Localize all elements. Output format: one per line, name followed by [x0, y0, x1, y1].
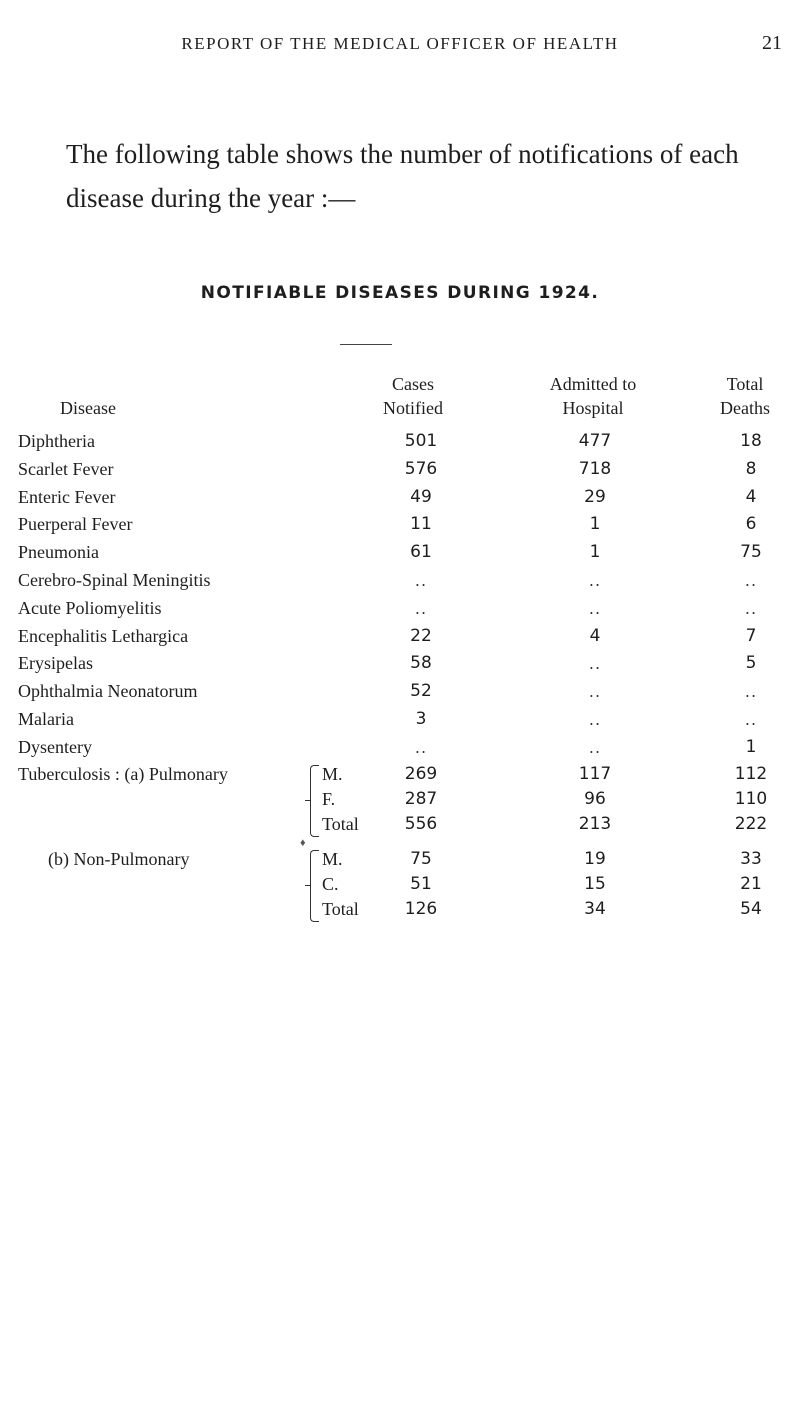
disease-name: Scarlet Fever: [18, 458, 114, 479]
total-deaths: 8: [745, 458, 757, 479]
cases-notified: 126: [404, 899, 438, 919]
total-deaths: 222: [734, 814, 768, 834]
total-deaths: 75: [740, 542, 762, 563]
table-row-dysentery: [0, 734, 800, 762]
cases-notified: 11: [410, 514, 432, 535]
print-mark: ♦: [300, 837, 306, 849]
cases-notified: 51: [410, 874, 432, 894]
admitted-to-hospital: ..: [588, 654, 602, 674]
sex-label: Total: [322, 814, 359, 834]
column-header-disease: Disease: [60, 398, 116, 418]
admitted-to-hospital: 96: [584, 789, 606, 809]
disease-name: Enteric Fever: [18, 486, 116, 507]
table-row-erysipelas: [0, 650, 800, 678]
column-header-deaths-line1: Total: [726, 374, 764, 394]
page-header: [0, 34, 800, 64]
total-deaths: ..: [744, 709, 758, 729]
tuberculosis-non-pulmonary-label: (b) Non-Pulmonary: [48, 849, 190, 869]
column-header-cases-line2: Notified: [383, 398, 443, 418]
admitted-to-hospital: ..: [588, 737, 602, 757]
column-header-admitted-line2: Hospital: [562, 398, 624, 418]
cases-notified: 556: [404, 814, 438, 834]
table-row: [0, 897, 800, 922]
column-header-admitted-line1: Admitted to: [549, 374, 637, 394]
tuberculosis-non-pulmonary-group: [0, 847, 800, 922]
admitted-to-hospital: 19: [584, 849, 606, 869]
cases-notified: 576: [404, 458, 438, 479]
total-deaths: 110: [734, 789, 768, 809]
column-header-cases-line1: Cases: [392, 374, 434, 394]
table-row: [0, 872, 800, 897]
cases-notified: 75: [410, 849, 432, 869]
admitted-to-hospital: ..: [588, 598, 602, 618]
admitted-to-hospital: 34: [584, 899, 606, 919]
cases-notified: 49: [410, 486, 432, 507]
disease-name: Diphtheria: [18, 431, 95, 451]
table-row: [0, 787, 800, 812]
admitted-to-hospital: 1: [589, 542, 601, 563]
admitted-to-hospital: 4: [589, 625, 601, 646]
table-title: NOTIFIABLE DISEASES DURING 1924.: [200, 283, 600, 303]
table-row-cerebro-spinal-meningitis: [0, 567, 800, 595]
admitted-to-hospital: 1: [589, 514, 601, 535]
disease-name: Cerebro-Spinal Meningitis: [18, 569, 211, 590]
sex-label: F.: [322, 789, 336, 809]
total-deaths: ..: [744, 682, 758, 702]
cases-notified: 58: [410, 653, 432, 674]
disease-name: Pneumonia: [18, 542, 99, 563]
column-header-cases: [348, 372, 478, 420]
total-deaths: 1: [745, 736, 757, 757]
total-deaths: 6: [745, 514, 757, 535]
admitted-to-hospital: 29: [584, 486, 606, 507]
table-row-encephalitis-lethargica: [0, 623, 800, 651]
table-row-puerperal-fever: [0, 511, 800, 539]
title-rule: [340, 344, 392, 345]
cases-notified: ..: [414, 737, 428, 757]
tuberculosis-pulmonary-group: [0, 762, 800, 837]
sex-label: M.: [322, 764, 343, 784]
cases-notified: 52: [410, 681, 432, 702]
column-header-admitted: [518, 372, 668, 420]
cases-notified: 22: [410, 625, 432, 646]
admitted-to-hospital: 718: [578, 458, 612, 479]
table-row: [0, 847, 800, 872]
table-row: [0, 762, 800, 787]
total-deaths: 33: [740, 849, 762, 869]
page-number: 21: [762, 32, 782, 54]
admitted-to-hospital: 117: [578, 764, 612, 784]
admitted-to-hospital: ..: [588, 709, 602, 729]
column-header-deaths: [690, 372, 800, 420]
total-deaths: 21: [740, 874, 762, 894]
cases-notified: 61: [410, 542, 432, 563]
sex-label: Total: [322, 899, 359, 919]
disease-name: Erysipelas: [18, 653, 93, 674]
admitted-to-hospital: ..: [588, 570, 602, 590]
sex-label: M.: [322, 849, 343, 869]
cases-notified: ..: [414, 570, 428, 590]
column-header-deaths-line2: Deaths: [720, 398, 770, 418]
total-deaths: ..: [744, 598, 758, 618]
total-deaths: 7: [745, 625, 757, 646]
tuberculosis-pulmonary-label: Tuberculosis : (a) Pulmonary: [18, 764, 228, 784]
total-deaths: 112: [734, 764, 768, 784]
total-deaths: 18: [740, 431, 762, 451]
cases-notified: 287: [404, 789, 438, 809]
cases-notified: 269: [404, 764, 438, 784]
disease-name: Acute Poliomyelitis: [18, 597, 162, 618]
table-row-diphtheria: [0, 428, 800, 456]
admitted-to-hospital: ..: [588, 682, 602, 702]
total-deaths: 5: [745, 653, 757, 674]
disease-name: Puerperal Fever: [18, 514, 133, 535]
table-row-scarlet-fever: [0, 456, 800, 484]
table-row-malaria: [0, 706, 800, 734]
running-head: REPORT OF THE MEDICAL OFFICER OF HEALTH: [181, 34, 619, 53]
cases-notified: 501: [404, 431, 438, 451]
table-row-ophthalmia-neonatorum: [0, 678, 800, 706]
sex-label: C.: [322, 874, 339, 894]
table-row-acute-poliomyelitis: [0, 595, 800, 623]
disease-name: Malaria: [18, 708, 74, 729]
total-deaths: 4: [745, 486, 757, 507]
cases-notified: 3: [415, 708, 427, 729]
table-row-enteric-fever: [0, 484, 800, 512]
disease-name: Encephalitis Lethargica: [18, 625, 189, 646]
intro-paragraph: The following table shows the number of notifications of each disease during the year :—: [66, 139, 739, 213]
total-deaths: ..: [744, 570, 758, 590]
admitted-to-hospital: 213: [578, 814, 612, 834]
cases-notified: ..: [414, 598, 428, 618]
table-row: [0, 812, 800, 837]
table-row-pneumonia: [0, 539, 800, 567]
disease-name: Ophthalmia Neonatorum: [18, 681, 198, 702]
disease-name: Dysentery: [18, 736, 92, 757]
admitted-to-hospital: 15: [584, 874, 606, 894]
disease-table-body: [0, 428, 800, 762]
total-deaths: 54: [740, 899, 762, 919]
admitted-to-hospital: 477: [578, 431, 612, 451]
